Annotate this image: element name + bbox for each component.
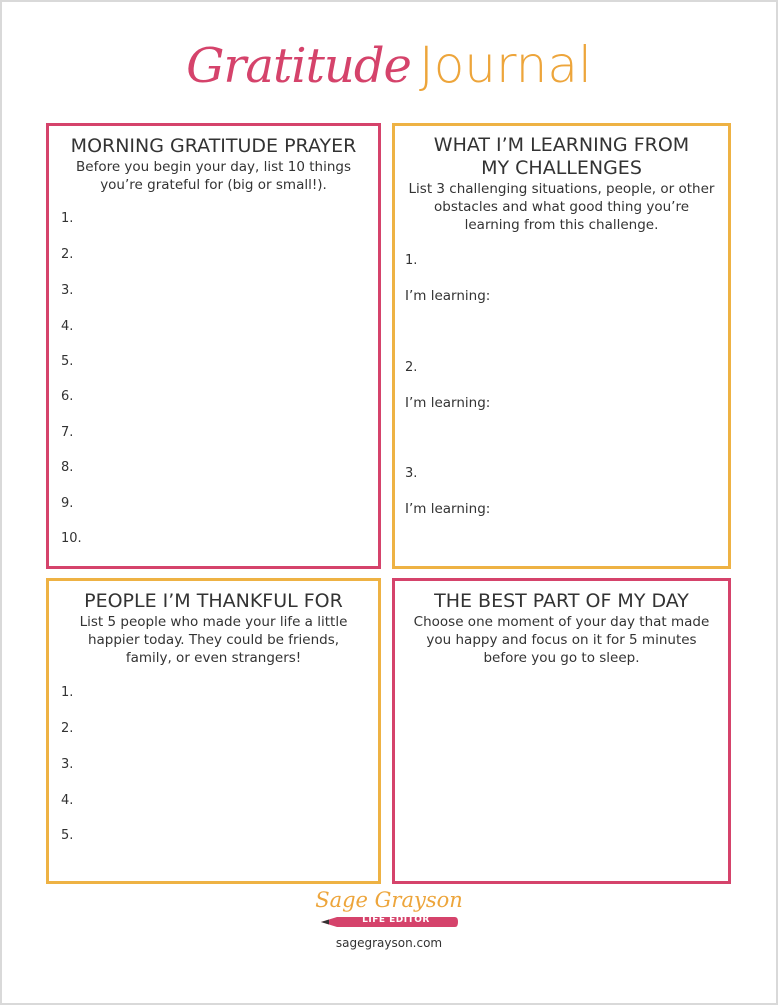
people-item-1[interactable]: 1. (61, 685, 74, 700)
best-desc-line: you happy and focus on it for 5 minutes (426, 632, 697, 648)
morning-heading: MORNING GRATITUDE PRAYER (70, 135, 357, 157)
challenge-learning-1[interactable]: I’m learning: (405, 288, 491, 304)
brand-name: Sage Grayson (315, 888, 463, 912)
challenge-learning-3[interactable]: I’m learning: (405, 501, 491, 517)
challenges-heading-line: WHAT I’M LEARNING FROM (433, 134, 690, 156)
challenges-desc-line: obstacles and what good thing you’re (434, 199, 689, 215)
pen-logo-icon (319, 914, 459, 930)
title-plain-word: Journal (418, 36, 592, 94)
people-description (49, 613, 378, 667)
morning-item-8[interactable]: 8. (61, 460, 74, 475)
brand-tagline: LIFE EDITOR (362, 915, 430, 925)
challenges-heading-line: MY CHALLENGES (481, 157, 642, 179)
brand-footer (289, 888, 489, 950)
people-item-2[interactable]: 2. (61, 721, 74, 736)
morning-description (49, 158, 378, 194)
challenge-item-2[interactable]: 2. (405, 360, 418, 375)
best-desc-line: before you go to sleep. (483, 650, 640, 666)
morning-item-6[interactable]: 6. (61, 389, 74, 404)
people-desc-line: List 5 people who made your life a little (79, 614, 348, 630)
challenges-desc-line: learning from this challenge. (464, 217, 659, 233)
morning-item-7[interactable]: 7. (61, 425, 74, 440)
people-item-4[interactable]: 4. (61, 793, 74, 808)
morning-item-9[interactable]: 9. (61, 496, 74, 511)
people-section (46, 578, 381, 884)
challenges-section (392, 123, 731, 569)
morning-item-2[interactable]: 2. (61, 247, 74, 262)
challenges-heading (395, 134, 728, 180)
challenge-item-3[interactable]: 3. (405, 466, 418, 481)
morning-desc-line: Before you begin your day, list 10 things (76, 159, 351, 175)
morning-item-4[interactable]: 4. (61, 319, 74, 334)
challenges-desc-line: List 3 challenging situations, people, or other (408, 181, 715, 197)
morning-item-1[interactable]: 1. (61, 211, 74, 226)
people-desc-line: family, or even strangers! (125, 650, 302, 666)
challenges-description (395, 180, 728, 234)
challenge-item-1[interactable]: 1. (405, 253, 418, 268)
best-desc-line: Choose one moment of your day that made (413, 614, 710, 630)
best-heading: THE BEST PART OF MY DAY (434, 590, 689, 612)
brand-url[interactable]: sagegrayson.com (335, 936, 443, 950)
people-desc-line: happier today. They could be friends, (87, 632, 340, 648)
people-heading: PEOPLE I’M THANKFUL FOR (84, 590, 343, 612)
best-description (395, 613, 728, 667)
people-item-3[interactable]: 3. (61, 757, 74, 772)
title-script-word: Gratitude (186, 38, 411, 94)
morning-item-5[interactable]: 5. (61, 354, 74, 369)
morning-item-3[interactable]: 3. (61, 283, 74, 298)
morning-item-10[interactable]: 10. (61, 531, 82, 546)
people-item-5[interactable]: 5. (61, 828, 74, 843)
challenge-learning-2[interactable]: I’m learning: (405, 395, 491, 411)
best-part-section[interactable] (392, 578, 731, 884)
morning-desc-line: you’re grateful for (big or small!). (100, 177, 327, 193)
page-title (0, 36, 778, 94)
morning-gratitude-section (46, 123, 381, 569)
